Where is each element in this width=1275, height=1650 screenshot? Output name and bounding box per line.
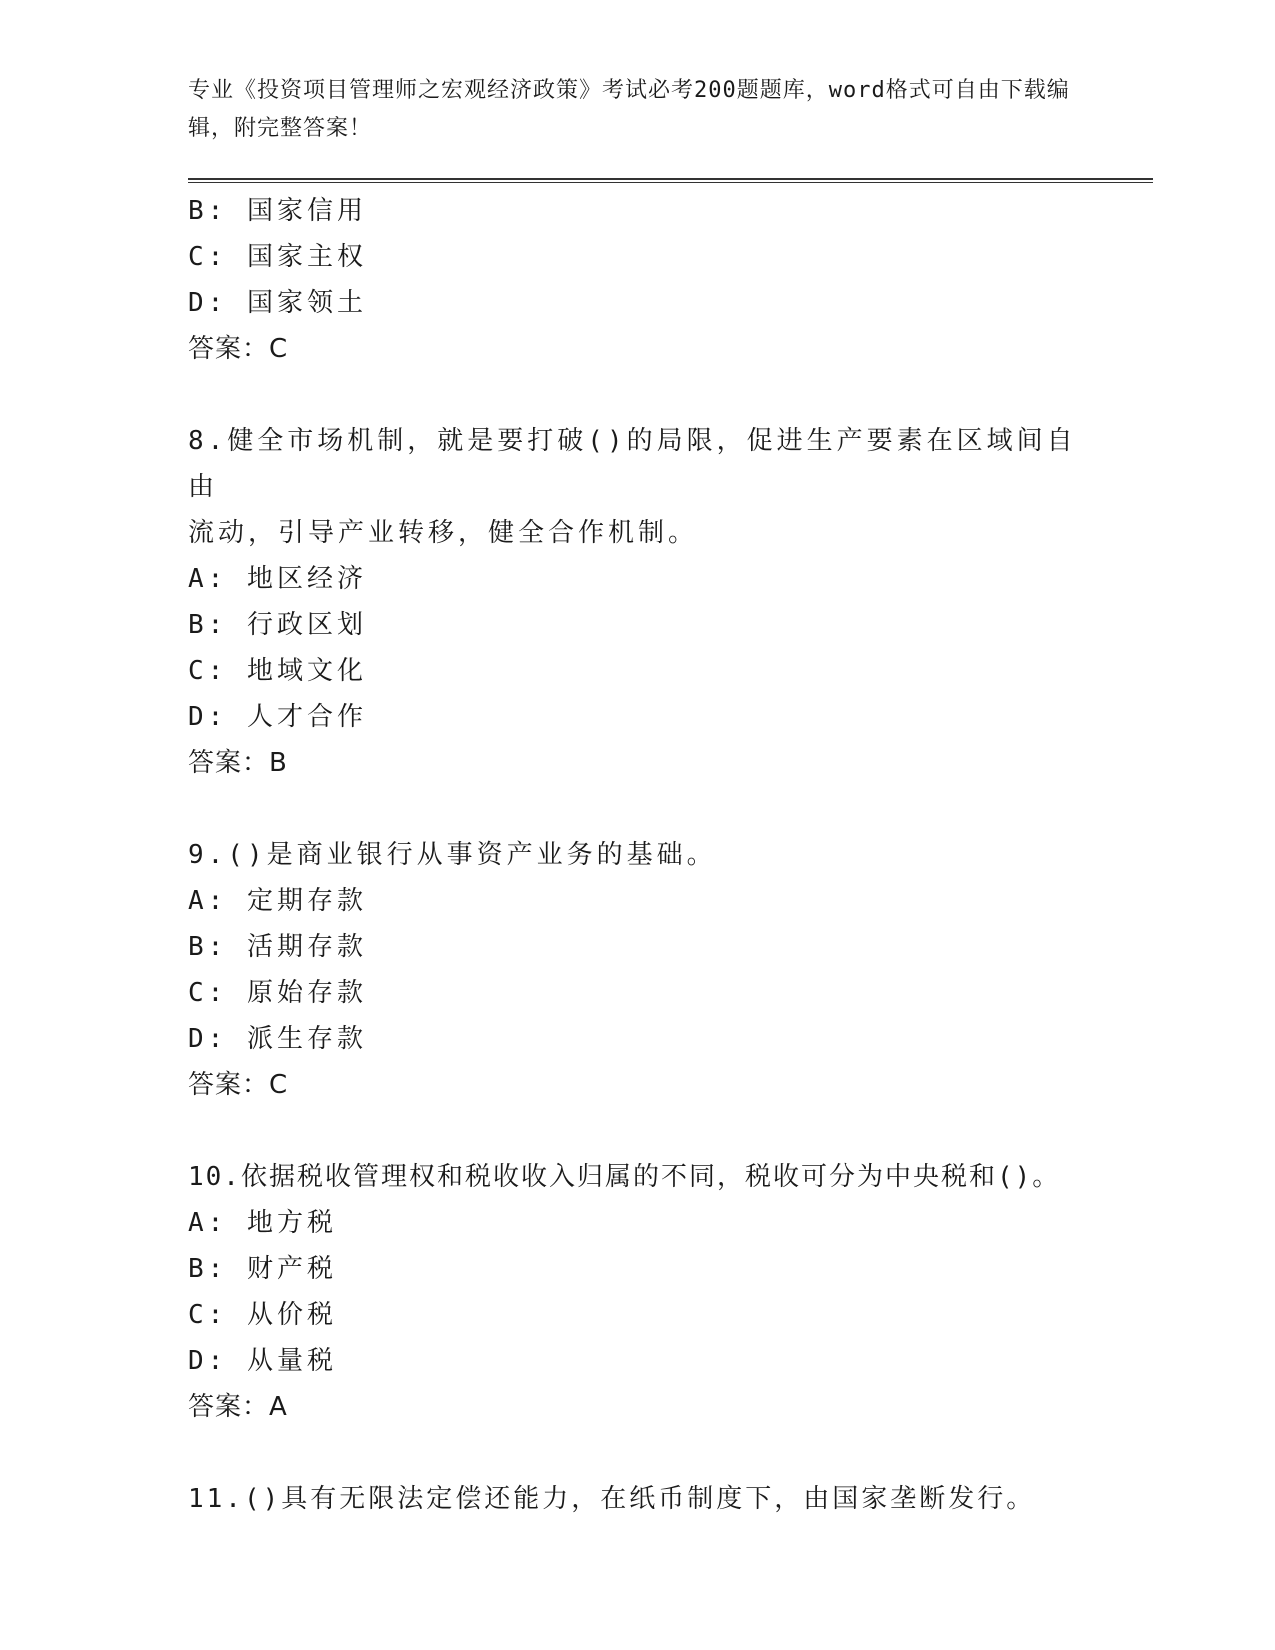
option-d: D: 国家领土	[188, 288, 367, 318]
question-stem-line: 10.依据税收管理权和税收收入归属的不同，税收可分为中央税和()。	[188, 1162, 1061, 1192]
question-9	[188, 832, 1088, 1108]
option-c: C: 地域文化	[188, 656, 367, 686]
option-a: A: 地区经济	[188, 564, 367, 594]
question-stem-line: 8.健全市场机制，就是要打破()的局限，促进生产要素在区域间自由	[188, 426, 1077, 502]
answer-line: 答案：C	[188, 334, 289, 364]
question-stem-line: 流动，引导产业转移，健全合作机制。	[188, 518, 699, 548]
header-text: 专业《投资项目管理师之宏观经济政策》考试必考200题题库，word格式可自由下载编辑，附完整答案！	[188, 78, 1070, 141]
answer-line: 答案：A	[188, 1392, 288, 1422]
question-8	[188, 418, 1088, 786]
spacer	[188, 1430, 1088, 1476]
option-d: D: 派生存款	[188, 1024, 367, 1054]
option-a: A: 地方税	[188, 1208, 337, 1238]
question-10	[188, 1154, 1088, 1430]
option-b: B: 行政区划	[188, 610, 367, 640]
spacer	[188, 1108, 1088, 1154]
spacer	[188, 372, 1088, 418]
question-stem-line: 9.()是商业银行从事资产业务的基础。	[188, 840, 717, 870]
question-stem-line: 11.()具有无限法定偿还能力，在纸币制度下，由国家垄断发行。	[188, 1484, 1036, 1514]
option-d: D: 人才合作	[188, 702, 367, 732]
option-a: A: 定期存款	[188, 886, 367, 916]
option-c: C: 原始存款	[188, 978, 367, 1008]
answer-line: 答案：B	[188, 748, 288, 778]
option-c: C: 从价税	[188, 1300, 337, 1330]
option-c: C: 国家主权	[188, 242, 367, 272]
question-11	[188, 1476, 1088, 1522]
page-header	[188, 72, 1078, 148]
question-list	[188, 188, 1088, 1522]
option-d: D: 从量税	[188, 1346, 337, 1376]
header-divider	[188, 178, 1153, 183]
option-b: B: 财产税	[188, 1254, 337, 1284]
option-b: B: 活期存款	[188, 932, 367, 962]
answer-line: 答案：C	[188, 1070, 289, 1100]
continued-question	[188, 188, 1088, 372]
option-b: B: 国家信用	[188, 196, 367, 226]
spacer	[188, 786, 1088, 832]
